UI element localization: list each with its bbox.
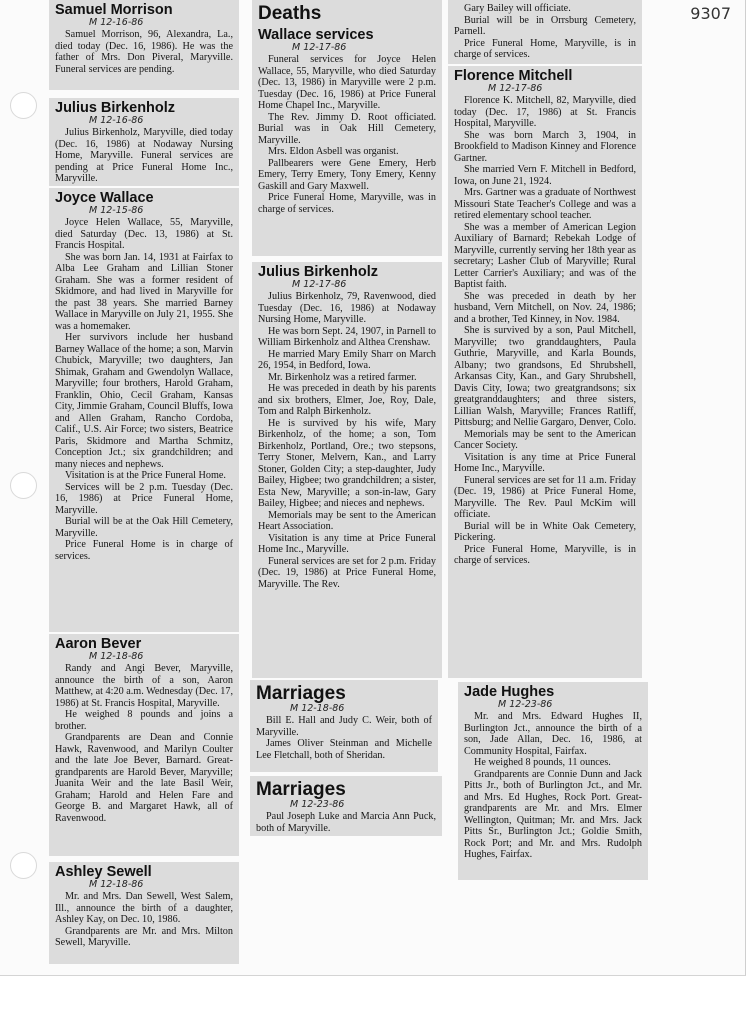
paragraph: Visitation is any time at Price Funeral Home Inc., Maryville. <box>454 451 636 474</box>
binder-hole <box>10 92 37 119</box>
handwritten-date: M 12-15-86 <box>89 205 144 216</box>
clipping-florence-mitchell <box>448 66 642 678</box>
paragraph: Price Funeral Home, Maryville, was in charge of services. <box>258 192 436 215</box>
clipping-wallace-services <box>252 0 442 256</box>
clipping-body <box>464 711 642 861</box>
paragraph: She was preceded in death by her husband, Vern Mitchell, on Nov. 24, 1986; and a brother, Ted Kinney, in Nov. 1984. <box>454 290 636 325</box>
clipping-body <box>55 127 233 185</box>
clipping-body <box>55 217 233 562</box>
paragraph: Mrs. Eldon Asbell was organist. <box>268 146 399 157</box>
clipping-body <box>55 29 233 75</box>
paragraph: Julius Birkenholz, 79, Ravenwood, died Tuesday (Dec. 16, 1986) at Nodaway Nursing Home, Maryville. <box>258 291 436 325</box>
clipping-body <box>256 811 436 834</box>
paragraph: Burial will be in Orrsburg Cemetery, Parnell. <box>454 14 636 37</box>
paragraph: Price Funeral Home, Maryville, is in charge of services. <box>454 37 636 60</box>
clipping-marriages-1 <box>250 680 438 772</box>
clipping-joyce-wallace <box>49 188 239 632</box>
paragraph: Burial will be in White Oak Cemetery, Pickering. <box>454 520 636 543</box>
clipping-title: Aaron Bever <box>55 636 142 652</box>
clipping-title: Joyce Wallace <box>55 190 154 206</box>
paragraph: Mr. Birkenholz was a retired farmer. <box>268 371 417 383</box>
paragraph: Mr. and Mrs. Edward Hughes II, Burlington Jct., announce the birth of a son, Jade Allan, Dec. 16, 1986, at Community Hospital, Fairfax. <box>464 711 642 757</box>
paragraph: Samuel Morrison, 96, Alexandra, La., died today (Dec. 16, 1986). He was the father of Mrs. Don Piveral, Maryville. Funeral services are pending. <box>55 29 233 75</box>
clipping-jade-hughes <box>458 682 648 880</box>
paragraph: He weighed 8 pounds and joins a brother. <box>55 709 233 732</box>
paragraph: Funeral services are set for 2 p.m. Friday (Dec. 19, 1986) at Price Funeral Home, Maryville. The Rev. <box>258 555 436 590</box>
paragraph: Burial will be at the Oak Hill Cemetery, Maryville. <box>55 516 233 539</box>
handwritten-date: M 12-18-86 <box>89 651 144 662</box>
clipping-body <box>258 54 436 215</box>
binder-hole <box>10 852 37 879</box>
paragraph: Services will be 2 p.m. Tuesday (Dec. 16, 1986) at Price Funeral Home, Maryville. <box>55 481 233 516</box>
handwritten-date: M 12-17-86 <box>292 279 347 290</box>
clipping-title: Jade Hughes <box>464 684 555 700</box>
paragraph: She married Vern F. Mitchell in Bedford, Iowa, on June 21, 1924. <box>454 164 636 187</box>
paragraph: Julius Birkenholz, Maryville, died today (Dec. 16, 1986) at Nodaway Nursing Home, Maryville. Funeral services are pending at Price Funeral Home Inc., Maryville. <box>55 127 233 184</box>
clipping-title: Florence Mitchell <box>454 68 573 84</box>
clipping-body <box>454 3 636 61</box>
paragraph: She is survived by a son, Paul Mitchell, Maryville; two granddaughters, Paula Guthrie, Maryville, and Karla Bounds, Albany; two grandsons, Ed Shrubshell, Arkansas City, Kan., and Gary Shrubshell, Davis City, Iowa; two greatgrandsons; six greatgranddaughters; and three sisters, Lillian Walsh, Maryville; Frances Ratliff, Pittsburg; and Nellie Gargaro, Denver, Colo. <box>454 325 636 428</box>
paragraph: Bill E. Hall and Judy C. Weir, both of Maryville. <box>256 715 432 738</box>
paragraph: She was born March 3, 1904, in Brookfield to Madison Kinney and Florence Gartner. <box>454 129 636 164</box>
clipping-body <box>55 663 233 824</box>
paragraph: Funeral services for Joyce Helen Wallace, 55, Maryville, who died Saturday (Dec. 13, 1986) in Maryville were 2 p.m. Tuesday (Dec. 16, 1986) at Price Funeral Home Chapel Inc., Maryville. <box>258 54 436 111</box>
handwritten-date: M 12-23-86 <box>290 799 345 810</box>
clipping-title: Julius Birkenholz <box>55 100 176 116</box>
clipping-title: Samuel Morrison <box>55 2 173 18</box>
clipping-title: Ashley Sewell <box>55 864 152 880</box>
paragraph: Visitation is any time at Price Funeral Home Inc., Maryville. <box>258 532 436 555</box>
paragraph: He weighed 8 pounds, 11 ounces. <box>474 757 611 768</box>
paragraph: Grandparents are Dean and Connie Hawk, Ravenwood, and Marilyn Coulter and the late Joe Bever, Barnard. Great-grandparents are Harold Bever, Maryville; Juanita Weir and the late Basil Weir, Graham; Harold and Helen Fare and George B. and Margaret Hawk, all of Ravenwood. <box>55 732 233 824</box>
clipping-birkenholz-continued <box>448 0 642 64</box>
handwritten-date: M 12-17-86 <box>488 83 543 94</box>
handwritten-date: M 12-23-86 <box>498 699 553 710</box>
paragraph: Price Funeral Home, Maryville, is in charge of services. <box>454 543 636 566</box>
paragraph: He was born Sept. 24, 1907, in Parnell to William Birkenholz and Althea Crenshaw. <box>258 325 436 348</box>
paragraph: Grandparents are Connie Dunn and Jack Pitts Jr., both of Burlington Jct., and Mr. and Mrs. Ed Hughes, Rock Port. Great-grandparents are Mr. and Mrs. Elmer Wellington, Quitman; Mr. and Mrs. Jack Pitts Sr., Burlington Jct.; Goldie Smith, Rock Port; and Mr. and Mrs. Rudolph Hughes, Fairfax. <box>464 768 642 860</box>
clipping-marriages-2 <box>250 776 442 836</box>
clipping-title: Julius Birkenholz <box>258 264 379 280</box>
section-header-deaths: Deaths <box>258 3 322 24</box>
handwritten-date: M 12-16-86 <box>89 115 144 126</box>
paragraph: Her survivors include her husband Barney Wallace of the home; a son, Marvin Chubick, Maryville; two daughters, Jan Shimak, Graham and Gwendolyn Wallace, Maryville; four brothers, Harold Graham, Franklin, Ohio, Cecil Graham, Kansas City, Jimmie Graham, Council Bluffs, Iowa and Allen Graham, Rancho Cordoba, Calif., U.S. Air Force; two sisters, Beatrice Paris, Skidmore and Martha Schmitz, Conception Jct.; six grandchildren; and many nieces and nephews. <box>55 332 233 470</box>
handwritten-date: M 12-17-86 <box>292 42 347 53</box>
clipping-julius-birkenholz <box>252 262 442 678</box>
paragraph: Mrs. Gartner was a graduate of Northwest Missouri State Teacher's College and was a retired elementary school teacher. <box>454 187 636 221</box>
handwritten-date: M 12-18-86 <box>290 703 345 714</box>
clipping-title: Marriages <box>256 779 346 800</box>
handwritten-date: M 12-18-86 <box>89 879 144 890</box>
paragraph: James Oliver Steinman and Michelle Lee Fletchall, both of Sheridan. <box>256 738 432 761</box>
paragraph: Memorials may be sent to the American Cancer Society. <box>454 428 636 451</box>
clipping-ashley-sewell <box>49 862 239 964</box>
paragraph: He married Mary Emily Sharr on March 26, 1954, in Bedford, Iowa. <box>258 348 436 371</box>
paragraph: She was born Jan. 14, 1931 at Fairfax to Alba Lee Graham and Lillian Stoner Graham. She was a former resident of Skidmore, and had lived in Maryville for the past 38 years. She married Barney Wallace in Maryville on July 21, 1955. She was a homemaker. <box>55 251 233 332</box>
paragraph: Gary Bailey will officiate. <box>464 3 571 14</box>
paragraph: He is survived by his wife, Mary Birkenholz, of the home; a son, Tom Birkenholz, Portland, Ore.; two stepsons, Terry Stoner, Melvern, Kan., and Larry Stoner, Golden City; a step-daughter, Judy Bailey, Higbee; two grandchildren; a sister, Esta New, Maryville; a son-in-law, Gary Bailey, Higbee; and nieces and nephews. <box>258 417 436 509</box>
paragraph: Paul Joseph Luke and Marcia Ann Puck, both of Maryville. <box>256 811 436 834</box>
paragraph: Memorials may be sent to the American Heart Association. <box>258 509 436 532</box>
handwritten-date: M 12-16-86 <box>89 17 144 28</box>
paragraph: She was a member of American Legion Auxiliary of Barnard; Rebekah Lodge of Maryville, currently serving her 18th year as secretary; Lasher Club of Maryville; Rural Letter Carrier's Auxiliary; and was of the Baptist faith. <box>454 221 636 290</box>
paragraph: Florence K. Mitchell, 82, Maryville, died today (Dec. 17, 1986) at St. Francis Hospital, Maryville. <box>454 95 636 129</box>
clipping-aaron-bever <box>49 634 239 856</box>
paragraph: Grandparents are Mr. and Mrs. Milton Sewell, Maryville. <box>55 925 233 948</box>
paragraph: The Rev. Jimmy D. Root officiated. Burial was in Oak Hill Cemetery, Maryville. <box>258 111 436 146</box>
clipping-title: Marriages <box>256 683 346 704</box>
paragraph: Visitation is at the Price Funeral Home. <box>65 470 226 481</box>
paragraph: Funeral services are set for 11 a.m. Friday (Dec. 19, 1986) at Price Funeral Home, Maryville. The Rev. Paul McKim will officiate. <box>454 474 636 520</box>
clipping-julius-birkenholz-short <box>49 98 239 186</box>
paragraph: Joyce Helen Wallace, 55, Maryville, died Saturday (Dec. 13, 1986) at St. Francis Hospital. <box>55 217 233 251</box>
paragraph: Price Funeral Home is in charge of services. <box>55 539 233 562</box>
paragraph: Mr. and Mrs. Dan Sewell, West Salem, Ill., announce the birth of a daughter, Ashley Kay, on Dec. 10, 1986. <box>55 891 233 925</box>
clipping-body <box>454 95 636 567</box>
page-number: 9307 <box>690 4 731 23</box>
clipping-samuel-morrison <box>49 0 239 90</box>
clipping-body <box>256 715 432 761</box>
paragraph: Randy and Angi Bever, Maryville, announce the birth of a son, Aaron Matthew, at 4:20 a.m. Wednesday (Dec. 17, 1986) at St. Francis Hospital, Maryville. <box>55 663 233 709</box>
clipping-body <box>55 891 233 949</box>
paragraph: Pallbearers were Gene Emery, Herb Emery, Terry Emery, Tony Emery, Kenny Gaskill and Gary Maxwell. <box>258 157 436 192</box>
clipping-title: Wallace services <box>258 27 374 43</box>
clipping-body <box>258 291 436 590</box>
binder-hole <box>10 472 37 499</box>
paragraph: He was preceded in death by his parents and six brothers, Elmer, Joe, Roy, Dale, Tom and Ralph Birkenholz. <box>258 383 436 417</box>
